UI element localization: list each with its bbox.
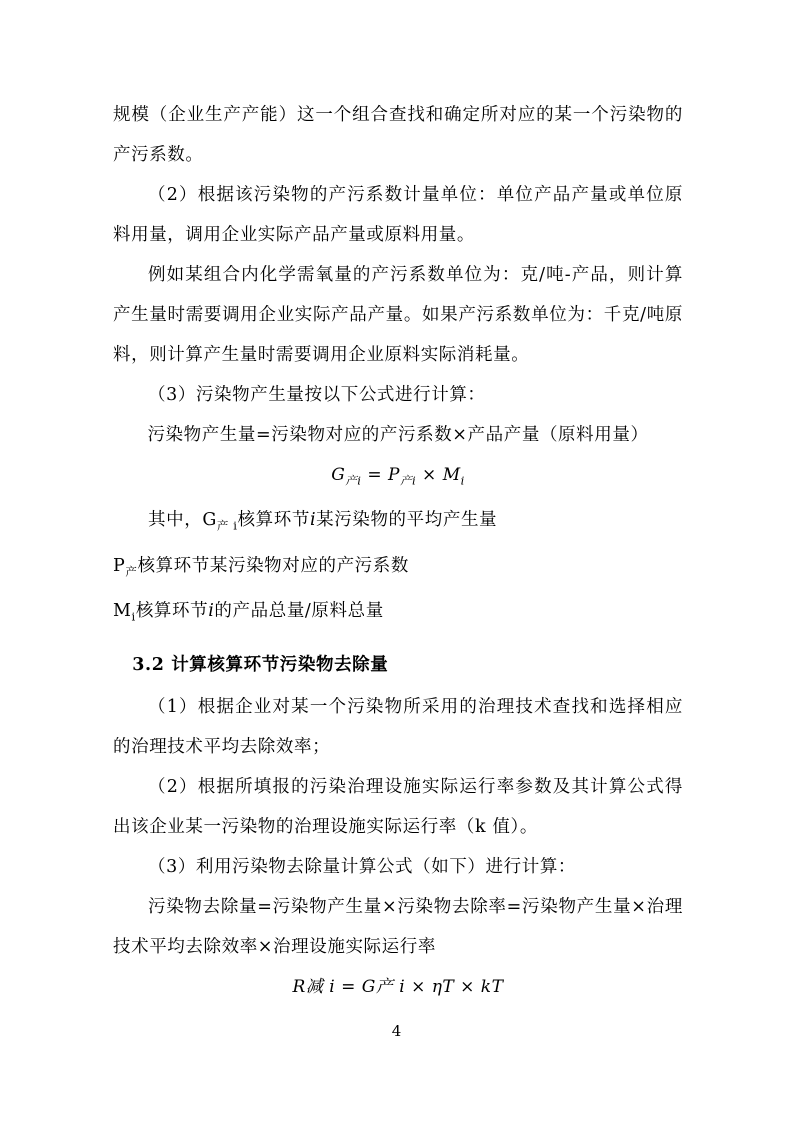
equation-text-generation: 污染物产生量=污染物对应的产污系数×产品产量（原料用量） — [147, 425, 649, 445]
variable-desc-part1: 核算环节 — [237, 510, 310, 531]
variable-definition-p — [113, 546, 683, 592]
paragraph-removal-item-1: （1）根据企业对某一个污染物所采用的治理技术查找和选择相应的治理技术平均去除效率； — [113, 696, 683, 757]
formula-removal-expression: R减 i = G产 i × ηT × kT — [292, 976, 504, 997]
variable-desc-part2-m: 的产品总量/原料总量 — [214, 601, 384, 622]
formula-equals-p: = P — [361, 465, 400, 485]
variable-index-i-m: i — [208, 601, 215, 622]
variable-definition-g — [113, 500, 683, 546]
paragraph-removal-item-2: （2）根据所填报的污染治理设施实际运行率参数及其计算公式得出该企业某一污染物的治理设施实际运行率（k 值）。 — [113, 776, 683, 837]
paragraph-removal-item-3: （3）利用污染物去除量计算公式（如下）进行计算： — [148, 856, 577, 877]
paragraph-example: 例如某组合内化学需氧量的产污系数单位为：克/吨-产品，则计算产生量时需要调用企业实际产品产量。如果产污系数单位为：千克/吨原料，则计算产生量时需要调用企业原料实际消耗量。 — [113, 265, 683, 365]
variable-desc-part2: 某污染物的平均产生量 — [316, 510, 498, 531]
variable-desc-part1-m: 核算环节 — [135, 601, 209, 622]
variable-subscript-i: i — [131, 609, 136, 624]
page-number: 4 — [391, 1022, 402, 1040]
variable-index-i: i — [309, 510, 317, 531]
formula-term-g: G — [331, 465, 346, 485]
document-body — [113, 95, 683, 1007]
paragraph-item-3: （3）污染物产生量按以下公式进行计算： — [148, 385, 486, 405]
paragraph-item-2: （2）根据该污染物的产污系数计量单位：单位产品产量或单位原料用量，调用企业实际产品产量或原料用量。 — [113, 185, 683, 245]
variable-subscript-chan-i: 产 i — [216, 518, 238, 533]
variable-desc-p: 核算环节某污染物对应的产污系数 — [137, 555, 409, 576]
formula-sub-chan-i-2: 产i — [399, 473, 417, 488]
variable-definition-m — [113, 591, 683, 637]
variable-subscript-chan: 产 — [125, 564, 138, 579]
formula-sub-chan-i: 产i — [345, 473, 362, 488]
formula-generation-amount — [113, 455, 683, 500]
variable-symbol-m: M — [113, 601, 132, 622]
formula-sub-i: i — [460, 473, 465, 488]
variable-symbol-g: G — [202, 510, 217, 531]
formula-removal-amount — [113, 967, 683, 1007]
variable-symbol-p: P — [113, 555, 126, 576]
paragraph-continuation: 规模（企业生产产能）这一个组合查找和确定所对应的某一个污染物的产污系数。 — [113, 105, 683, 165]
section-heading-3-2: 3.2 计算核算环节污染物去除量 — [132, 654, 389, 675]
variable-prefix: 其中， — [148, 510, 203, 531]
equation-text-removal: 污染物去除量=污染物产生量×污染物去除率=污染物产生量×治理技术平均去除效率×治理设施实际运行率 — [113, 896, 683, 957]
formula-times-m: × M — [416, 465, 461, 485]
